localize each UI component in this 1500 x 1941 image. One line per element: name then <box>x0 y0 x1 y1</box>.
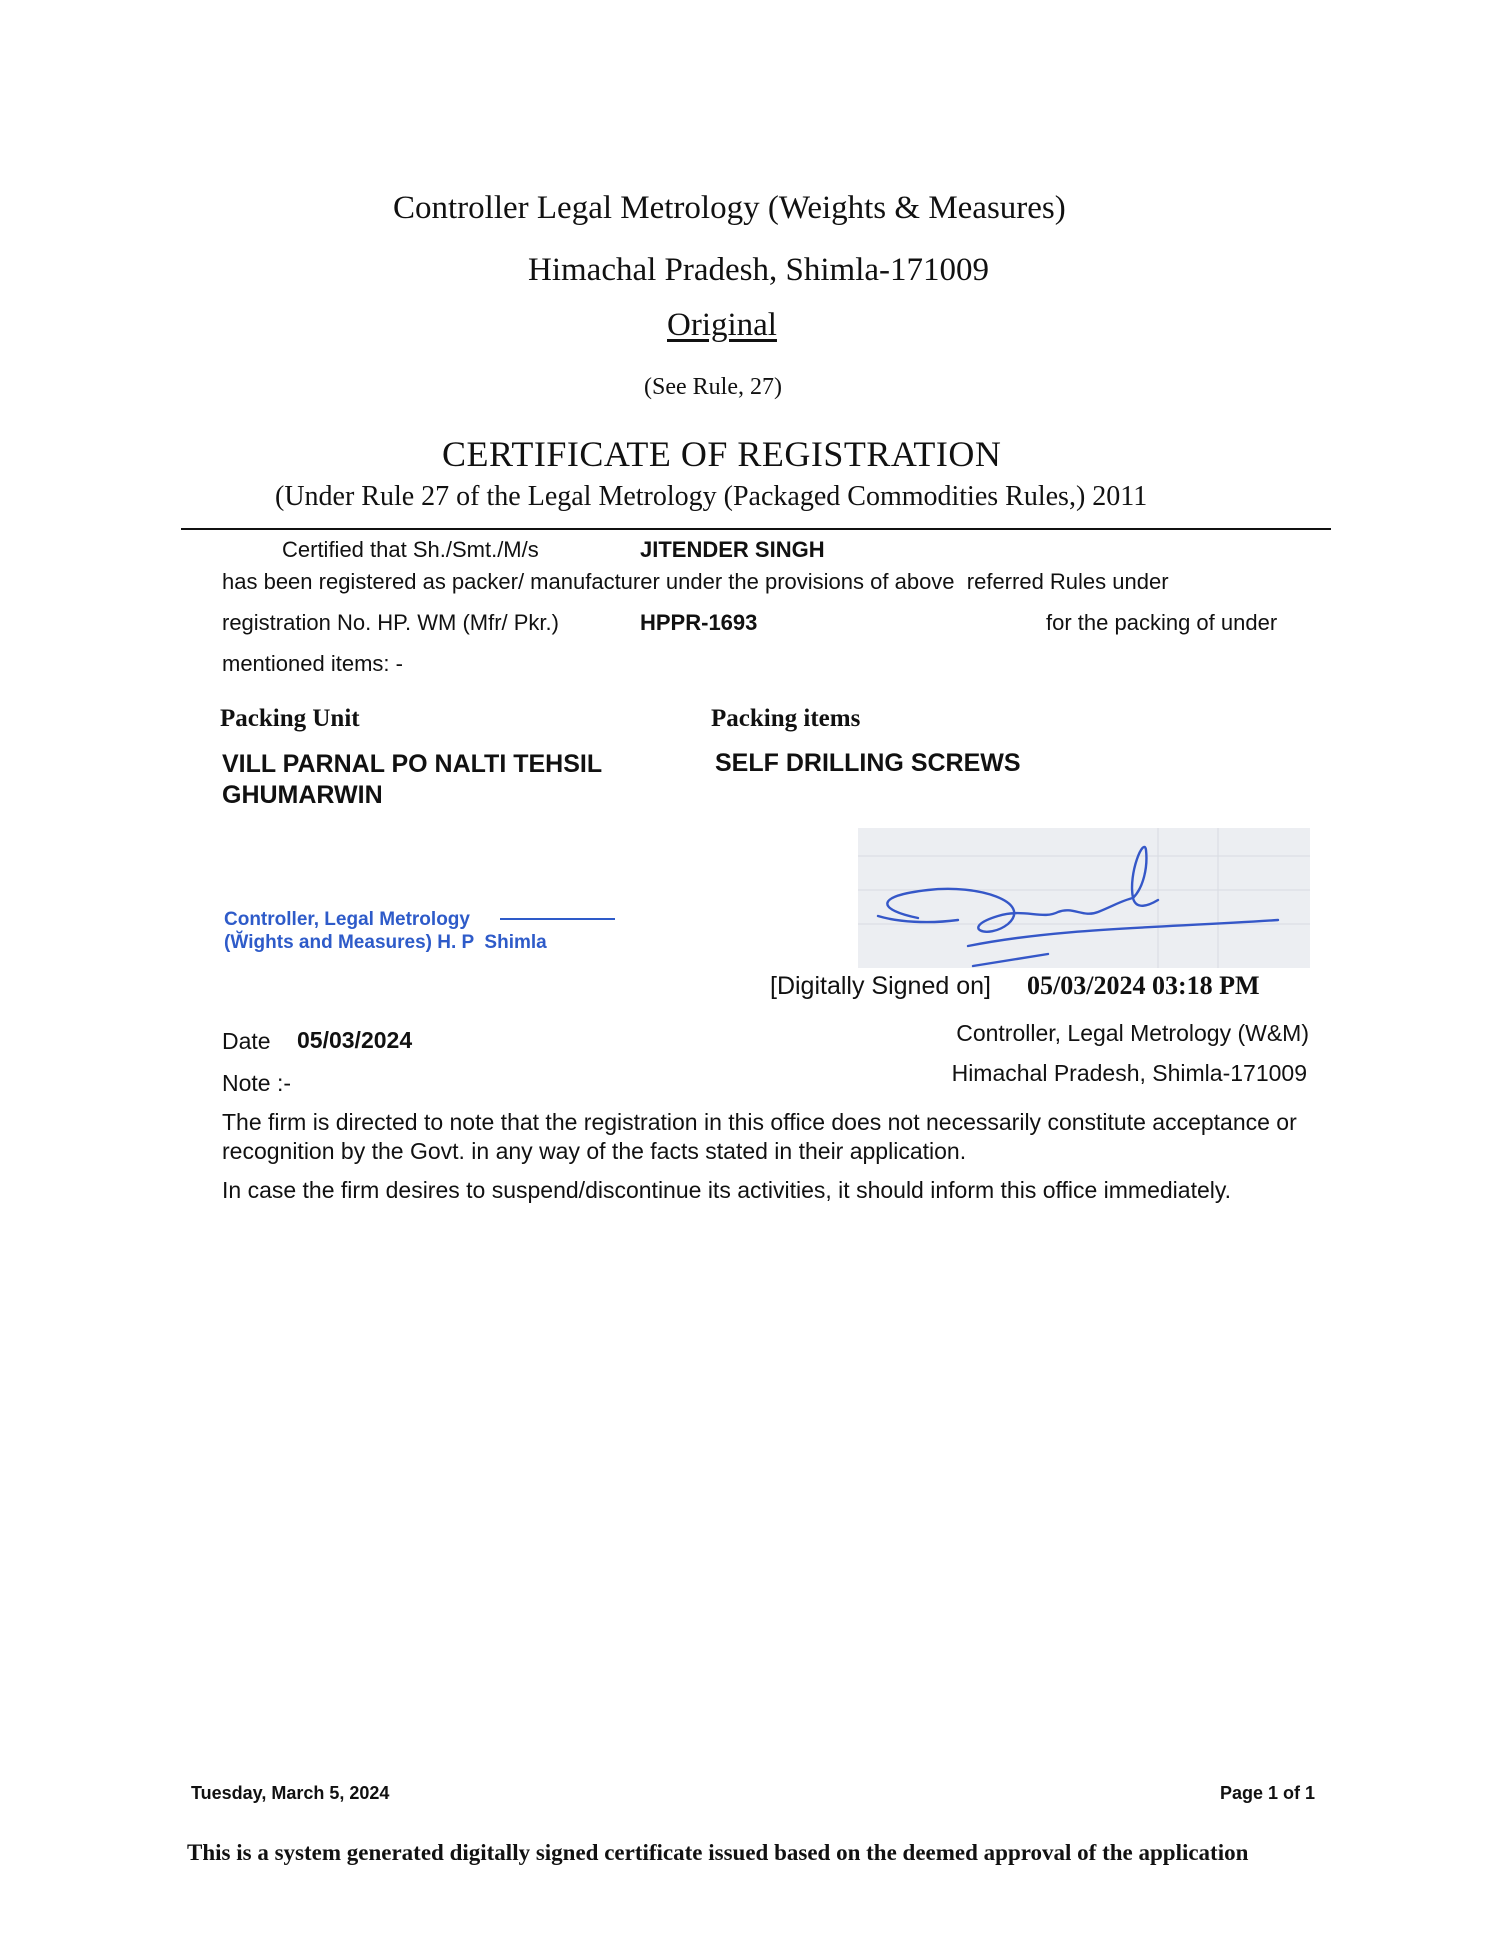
packing-of-text: for the packing of under <box>1046 610 1278 635</box>
note-text-2: In case the firm desires to suspend/discontinue its activities, it should inform this office immediately. <box>222 1177 1232 1203</box>
packing-unit-value: VILL PARNAL PO NALTI TEHSIL GHUMARWIN <box>222 750 602 809</box>
header-divider <box>181 528 1331 530</box>
rule-reference: (See Rule, 27) <box>644 374 782 400</box>
packing-items-heading: Packing items <box>711 705 861 732</box>
certified-label: Certified that Sh./Smt./M/s <box>282 537 539 562</box>
copy-label: Original <box>667 307 777 343</box>
footer-page-number: Page 1 of 1 <box>1219 1783 1315 1803</box>
date-value: 05/03/2024 <box>297 1027 413 1053</box>
mentioned-items-text: mentioned items: - <box>222 651 403 676</box>
stamp-line-1: Controller, Legal Metrology <box>224 909 470 930</box>
office-address: Himachal Pradesh, Shimla-171009 <box>528 252 990 288</box>
certificate-title: CERTIFICATE OF REGISTRATION <box>442 434 1002 474</box>
registration-number-value: HPPR-1693 <box>640 610 758 635</box>
stamp-rule <box>500 918 615 920</box>
signature-icon <box>858 828 1310 968</box>
packing-items-value: SELF DRILLING SCREWS <box>715 749 1021 777</box>
digitally-signed-label: [Digitally Signed on] <box>770 972 991 1000</box>
signature-image <box>858 828 1310 968</box>
registration-number-label: registration No. HP. WM (Mfr/ Pkr.) <box>222 610 559 635</box>
holder-name: JITENDER SINGH <box>640 537 825 562</box>
registered-text: has been registered as packer/ manufacturer under the provisions of above referred Rules under <box>222 569 1169 594</box>
digitally-signed-datetime: 05/03/2024 03:18 PM <box>1027 971 1260 1000</box>
signatory-designation: Controller, Legal Metrology (W&M) <box>956 1020 1309 1046</box>
office-stamp <box>224 908 624 954</box>
footer-date: Tuesday, March 5, 2024 <box>191 1783 390 1803</box>
stamp-line-2: (W̆ights and Measures) H. P Shimla <box>224 932 547 953</box>
date-label: Date <box>222 1028 271 1054</box>
footer-system-note: This is a system generated digitally signed certificate issued based on the deemed approval of the application <box>187 1840 1249 1865</box>
certificate-subtitle: (Under Rule 27 of the Legal Metrology (Packaged Commodities Rules,) 2011 <box>275 481 1148 512</box>
note-text-1: The firm is directed to note that the registration in this office does not necessarily constitute acceptance or recognition by the Govt. in any way of the facts stated in their application. <box>222 1109 1297 1164</box>
packing-unit-heading: Packing Unit <box>220 705 360 732</box>
signatory-address: Himachal Pradesh, Shimla-171009 <box>951 1060 1307 1086</box>
note-label: Note :- <box>222 1070 292 1096</box>
office-title: Controller Legal Metrology (Weights & Measures) <box>393 190 1066 226</box>
